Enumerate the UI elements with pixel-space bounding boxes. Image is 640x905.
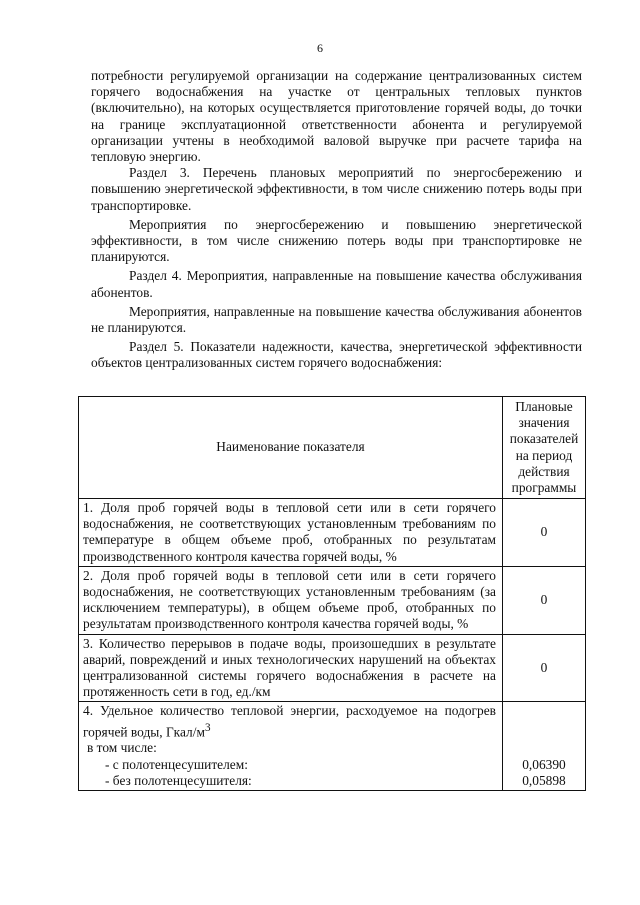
indicators-table: [78, 396, 586, 791]
section-3-heading: Раздел 3. Перечень плановых мероприятий по энергосбережению и повышению энергетической эффективности, в том числе снижению потерь воды при транспортировке.: [91, 165, 582, 213]
table-row: [79, 702, 586, 790]
table-row: [79, 566, 586, 634]
row-3-value: 0: [503, 634, 586, 702]
row-2-name: 2. Доля проб горячей воды в тепловой сети или в сети горячего водоснабжения, не соответствующих установленным требованиям (за исключением температуры), в общем объеме проб, отобранных по результатам производственного контроля качества горячей воды, %: [79, 566, 503, 634]
section-4-text: Мероприятия, направленные на повышение качества обслуживания абонентов не планируются.: [91, 303, 582, 336]
row-4-unit-superscript: 3: [204, 721, 211, 734]
header-indicator-name: Наименование показателя: [79, 397, 503, 499]
table-header-row: [79, 397, 586, 499]
section-3-text: Мероприятия по энергосбережению и повышению энергетической эффективности, в том числе снижению потерь воды при транспортировке не планируются.: [91, 216, 582, 265]
header-planned-values: Плановые значения показателей на период действия программы: [503, 397, 586, 499]
section-4-heading: Раздел 4. Мероприятия, направленные на повышение качества обслуживания абонентов.: [91, 268, 582, 300]
page-number: 6: [317, 41, 323, 55]
table-row: [79, 634, 586, 702]
row-3-name: 3. Количество перерывов в подаче воды, произошедших в результате аварий, повреждений и иных технологических нарушений на объектах централизованной системы горячего водоснабжения в расчете на протяженность сети в год, ед./км: [79, 634, 503, 702]
row-4-sub-2-value: 0,05898: [522, 772, 566, 788]
section-5-heading: Раздел 5. Показатели надежности, качества, энергетической эффективности объектов централизованных систем горячего водоснабжения:: [91, 339, 582, 371]
table-row: [79, 499, 586, 567]
row-4-sub-1-value: 0,06390: [522, 756, 566, 772]
row-4-subtitle: в том числе:: [87, 740, 157, 756]
row-4-title: 4. Удельное количество тепловой энергии, расходуемое на подогрев горячей воды, Гкал/м: [83, 703, 496, 740]
paragraph-continuation: потребности регулируемой организации на содержание централизованных систем горячего водоснабжения на участке от центральных тепловых пунктов (включительно), на которых осуществляется приготовление горячей воды, до точки на границе эксплуатационной ответственности абонента и регулируемой организации учтены в необходимой валовой выручке при расчете тарифа на тепловую энергию.: [91, 68, 582, 165]
row-1-value: 0: [503, 499, 586, 567]
row-4-values: [503, 702, 586, 790]
row-4-sub-1-label: - с полотенцесушителем:: [105, 756, 248, 772]
body-text: [91, 68, 582, 372]
row-2-value: 0: [503, 566, 586, 634]
row-4-sub-2-label: - без полотенцесушителя:: [105, 772, 252, 788]
row-1-name: 1. Доля проб горячей воды в тепловой сети или в сети горячего водоснабжения, не соответствующих установленным требованиям по температуре в общем объеме проб, отобранных по результатам производственного контроля качества горячей воды, %: [79, 499, 503, 567]
row-4-name: [79, 702, 503, 790]
